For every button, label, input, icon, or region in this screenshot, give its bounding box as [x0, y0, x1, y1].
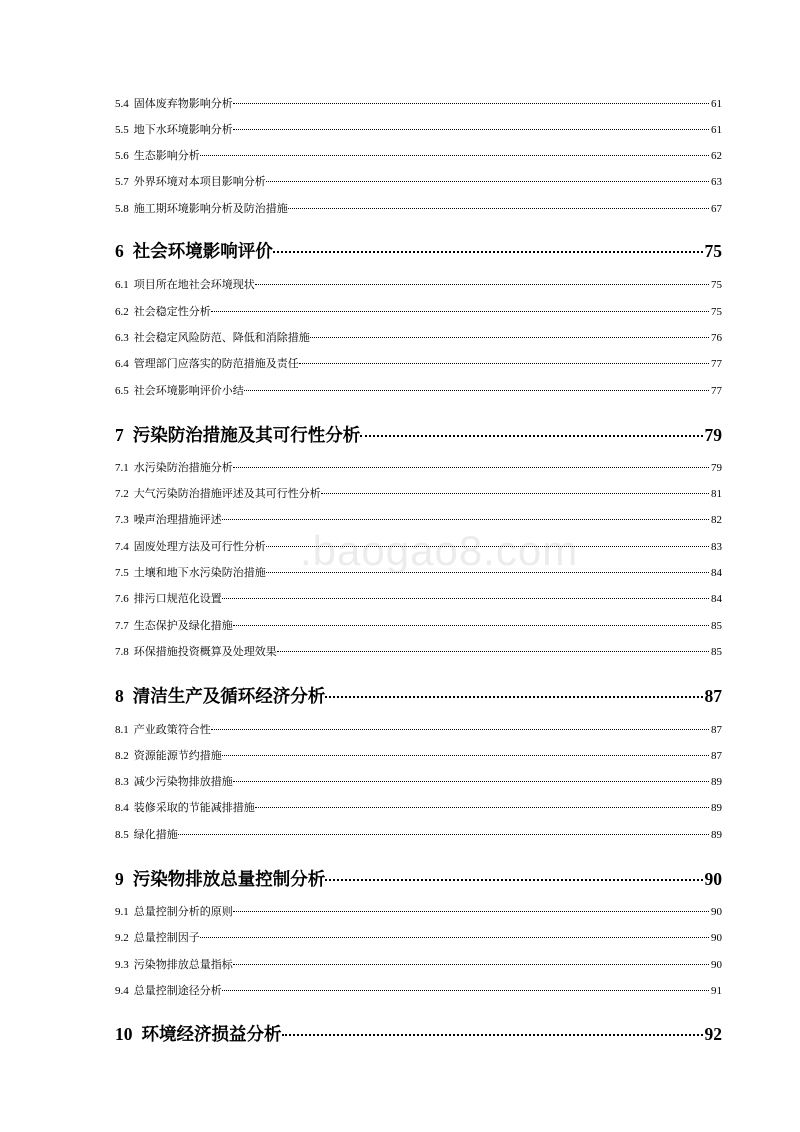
entry-page-number: 79: [711, 462, 722, 474]
entry-page-number: 90: [711, 932, 722, 944]
dot-leader: [233, 467, 709, 468]
entry-number: 7.4: [115, 541, 129, 553]
entry-title: 噪声治理措施评述: [133, 513, 222, 526]
entry-page-number: 87: [711, 724, 722, 736]
entry-page-number: 75: [711, 306, 722, 318]
dot-leader: [222, 598, 709, 599]
entry-title: 污染防治措施及其可行性分析: [132, 426, 361, 446]
dot-leader: [321, 493, 709, 494]
dot-leader: [255, 284, 709, 285]
dot-leader: [222, 990, 709, 991]
toc-section-entry[interactable]: [115, 957, 722, 973]
toc-section-entry[interactable]: [115, 148, 722, 164]
dot-leader: [211, 311, 709, 312]
toc-section-entry[interactable]: [115, 800, 722, 816]
entry-title: 土壤和地下水污染防治措施: [133, 566, 266, 579]
entry-title: 产业政策符合性: [133, 723, 211, 736]
entry-title: 总量控制途径分析: [133, 984, 222, 997]
entry-title: 地下水环境影响分析: [133, 123, 233, 136]
toc-section-entry[interactable]: [115, 644, 722, 660]
toc-section-entry[interactable]: [115, 983, 722, 999]
entry-page-number: 89: [711, 776, 722, 788]
entry-page-number: 63: [711, 176, 722, 188]
entry-page-number: 90: [711, 906, 722, 918]
entry-title: 环境经济损益分析: [141, 1025, 282, 1045]
dot-leader: [200, 155, 709, 156]
entry-number: 6.5: [115, 385, 129, 397]
entry-title: 生态保护及绿化措施: [133, 619, 233, 632]
toc-section-entry[interactable]: [115, 383, 722, 399]
entry-number: 7.6: [115, 593, 129, 605]
toc-section-entry[interactable]: [115, 486, 722, 502]
toc-section-entry[interactable]: [115, 930, 722, 946]
dot-leader: [233, 129, 709, 130]
dot-leader: [325, 696, 702, 698]
watermark: .baogao8.com: [300, 527, 579, 574]
entry-page-number: 75: [704, 241, 722, 261]
dot-leader: [255, 807, 709, 808]
dot-leader: [244, 390, 709, 391]
entry-page-number: 87: [704, 686, 722, 706]
dot-leader: [277, 651, 709, 652]
entry-page-number: 87: [711, 750, 722, 762]
entry-title: 总量控制因子: [133, 931, 200, 944]
toc-section-entry[interactable]: [115, 96, 722, 112]
dot-leader: [200, 937, 709, 938]
entry-page-number: 84: [711, 593, 722, 605]
entry-number: 9.2: [115, 932, 129, 944]
dot-leader: [233, 911, 709, 912]
toc-section-entry[interactable]: [115, 748, 722, 764]
entry-title: 资源能源节约措施: [133, 749, 222, 762]
dot-leader: [266, 181, 709, 182]
dot-leader: [233, 103, 709, 104]
entry-page-number: 67: [711, 203, 722, 215]
toc-section-entry[interactable]: [115, 774, 722, 790]
entry-title: 水污染防治措施分析: [133, 461, 233, 474]
toc-section-entry[interactable]: [115, 174, 722, 190]
entry-number: 5.4: [115, 98, 129, 110]
toc-section-entry[interactable]: [115, 330, 722, 346]
entry-number: 5.8: [115, 203, 129, 215]
entry-page-number: 92: [704, 1024, 722, 1044]
entry-title: 生态影响分析: [133, 149, 200, 162]
entry-page-number: 82: [711, 514, 722, 526]
entry-title: 社会环境影响评价小结: [133, 384, 244, 397]
entry-title: 项目所在地社会环境现状: [133, 278, 255, 291]
entry-page-number: 79: [704, 425, 722, 445]
entry-page-number: 84: [711, 567, 722, 579]
toc-section-entry[interactable]: [115, 591, 722, 607]
entry-page-number: 91: [711, 985, 722, 997]
dot-leader: [325, 879, 702, 881]
toc-section-entry[interactable]: [115, 512, 722, 528]
entry-number: 8.4: [115, 802, 129, 814]
toc-section-entry[interactable]: [115, 827, 722, 843]
entry-number: 7.2: [115, 488, 129, 500]
entry-page-number: 61: [711, 124, 722, 136]
dot-leader: [282, 1034, 703, 1036]
entry-title: 固体废弃物影响分析: [133, 97, 233, 110]
toc-section-entry[interactable]: [115, 722, 722, 738]
entry-title: 社会稳定风险防范、降低和消除措施: [133, 331, 310, 344]
entry-number: 7.5: [115, 567, 129, 579]
dot-leader: [233, 781, 709, 782]
entry-page-number: 90: [711, 959, 722, 971]
entry-number: 8.2: [115, 750, 129, 762]
entry-number: 9: [115, 869, 124, 889]
dot-leader: [288, 208, 709, 209]
toc-section-entry[interactable]: [115, 356, 722, 372]
entry-title: 固废处理方法及可行性分析: [133, 540, 266, 553]
entry-title: 总量控制分析的原则: [133, 905, 233, 918]
entry-page-number: 77: [711, 358, 722, 370]
toc-section-entry[interactable]: [115, 460, 722, 476]
dot-leader: [222, 519, 709, 520]
entry-title: 环保措施投资概算及处理效果: [133, 645, 277, 658]
entry-number: 7.8: [115, 646, 129, 658]
entry-title: 外界环境对本项目影响分析: [133, 175, 266, 188]
entry-number: 8: [115, 686, 124, 706]
entry-page-number: 75: [711, 279, 722, 291]
entry-page-number: 76: [711, 332, 722, 344]
toc-section-entry[interactable]: [115, 201, 722, 217]
entry-title: 减少污染物排放措施: [133, 775, 233, 788]
entry-title: 大气污染防治措施评述及其可行性分析: [133, 487, 321, 500]
entry-number: 6.3: [115, 332, 129, 344]
entry-title: 绿化措施: [133, 828, 178, 841]
entry-page-number: 89: [711, 829, 722, 841]
entry-number: 8.3: [115, 776, 129, 788]
entry-number: 9.3: [115, 959, 129, 971]
toc-chapter-entry[interactable]: [115, 1022, 722, 1046]
entry-title: 装修采取的节能减排措施: [133, 801, 255, 814]
entry-number: 9.1: [115, 906, 129, 918]
entry-number: 5.5: [115, 124, 129, 136]
entry-number: 7.1: [115, 462, 129, 474]
entry-number: 6.1: [115, 279, 129, 291]
entry-page-number: 77: [711, 385, 722, 397]
entry-number: 9.4: [115, 985, 129, 997]
entry-number: 7.7: [115, 620, 129, 632]
entry-page-number: 85: [711, 620, 722, 632]
entry-title: 污染物排放总量控制分析: [132, 870, 326, 890]
dot-leader: [299, 363, 709, 364]
toc-section-entry[interactable]: [115, 122, 722, 138]
entry-number: 6.2: [115, 306, 129, 318]
entry-number: 5.7: [115, 176, 129, 188]
dot-leader: [233, 964, 709, 965]
dot-leader: [178, 834, 709, 835]
entry-title: 排污口规范化设置: [133, 592, 222, 605]
entry-title: 施工期环境影响分析及防治措施: [133, 202, 288, 215]
entry-number: 8.5: [115, 829, 129, 841]
toc-section-entry[interactable]: [115, 618, 722, 634]
dot-leader: [233, 625, 709, 626]
entry-title: 社会环境影响评价: [132, 242, 273, 262]
entry-page-number: 61: [711, 98, 722, 110]
dot-leader: [273, 251, 703, 253]
entry-number: 6.4: [115, 358, 129, 370]
toc-chapter-entry[interactable]: [115, 239, 722, 263]
entry-number: 7.3: [115, 514, 129, 526]
entry-page-number: 83: [711, 541, 722, 553]
dot-leader: [211, 729, 709, 730]
toc-chapter-entry[interactable]: [115, 867, 722, 891]
entry-number: 8.1: [115, 724, 129, 736]
entry-number: 5.6: [115, 150, 129, 162]
toc-section-entry[interactable]: [115, 304, 722, 320]
entry-title: 社会稳定性分析: [133, 305, 211, 318]
toc-section-entry[interactable]: [115, 904, 722, 920]
entry-page-number: 62: [711, 150, 722, 162]
entry-title: 管理部门应落实的防范措施及责任: [133, 357, 299, 370]
entry-page-number: 85: [711, 646, 722, 658]
entry-page-number: 90: [704, 869, 722, 889]
toc-section-entry[interactable]: [115, 277, 722, 293]
entry-number: 6: [115, 241, 124, 261]
entry-title: 污染物排放总量指标: [133, 958, 233, 971]
entry-page-number: 89: [711, 802, 722, 814]
toc-chapter-entry[interactable]: [115, 423, 722, 447]
entry-number: 7: [115, 425, 124, 445]
dot-leader: [222, 755, 709, 756]
entry-page-number: 81: [711, 488, 722, 500]
dot-leader: [310, 337, 709, 338]
entry-number: 10: [115, 1024, 133, 1044]
toc-chapter-entry[interactable]: [115, 684, 722, 708]
dot-leader: [360, 435, 702, 437]
entry-title: 清洁生产及循环经济分析: [132, 687, 326, 707]
